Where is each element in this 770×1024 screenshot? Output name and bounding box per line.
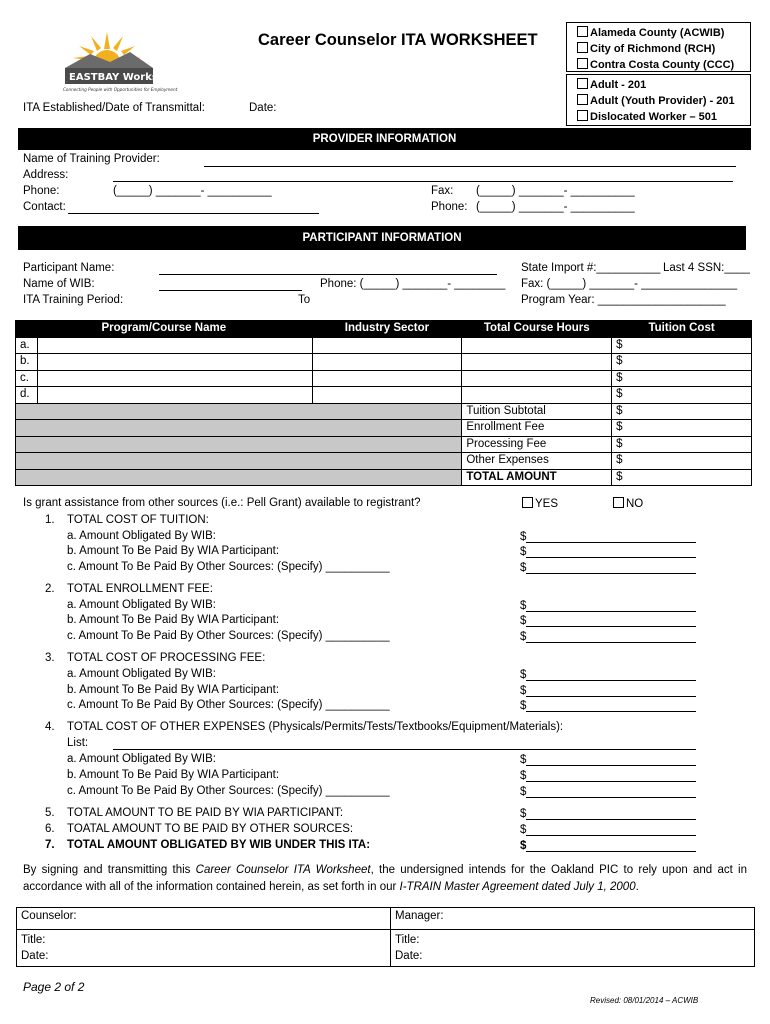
program-cell[interactable] <box>37 354 312 371</box>
header-program: Program/Course Name <box>16 321 313 338</box>
section-title: TOTAL COST OF TUITION: <box>67 514 209 526</box>
total-label: TOTAL AMOUNT TO BE PAID BY WIA PARTICIPANT: <box>67 807 344 819</box>
sub-item-c: c. Amount To Be Paid By Other Sources: (Specify) __________ <box>67 630 390 642</box>
section-number: 1. <box>45 514 55 526</box>
section-title: TOTAL COST OF PROCESSING FEE: <box>67 652 266 664</box>
total-label: TOATAL AMOUNT TO BE PAID BY OTHER SOURCES: <box>67 823 354 835</box>
counselor-title-date-cell[interactable]: Title: Date: <box>17 930 391 967</box>
sub-item-c: c. Amount To Be Paid By Other Sources: (Specify) __________ <box>67 699 390 711</box>
participant-name-field[interactable] <box>159 261 497 275</box>
table-row <box>16 354 752 371</box>
section-title: TOTAL COST OF OTHER EXPENSES (Physicals/Permits/Tests/Textbooks/Equipment/Materials): <box>67 721 564 733</box>
participant-header: PARTICIPANT INFORMATION <box>18 226 746 250</box>
county-option-rch[interactable]: City of Richmond (RCH) <box>577 41 750 57</box>
summary-value[interactable]: $ <box>612 420 752 437</box>
row-letter: c. <box>16 370 38 387</box>
course-table-header <box>16 321 752 338</box>
summary-label: Enrollment Fee <box>462 420 612 437</box>
amount-field[interactable]: $ <box>520 839 696 852</box>
hours-cell[interactable] <box>462 387 612 404</box>
tuition-cell[interactable]: $ <box>612 370 752 387</box>
yes-option[interactable]: YES <box>522 497 558 510</box>
summary-row <box>16 403 752 420</box>
industry-cell[interactable] <box>312 370 462 387</box>
training-period-label: ITA Training Period: <box>23 294 124 306</box>
provider-header: PROVIDER INFORMATION <box>18 128 751 150</box>
program-cell[interactable] <box>37 370 312 387</box>
row-letter: b. <box>16 354 38 371</box>
hours-cell[interactable] <box>462 354 612 371</box>
section-number: 4. <box>45 721 55 733</box>
shaded-cell <box>16 469 462 486</box>
to-label: To <box>298 294 311 306</box>
sub-item-b: b. Amount To Be Paid By WIA Participant: <box>67 769 280 781</box>
tuition-cell[interactable]: $ <box>612 337 752 354</box>
sub-item-a: a. Amount Obligated By WIB: <box>67 530 216 542</box>
grant-question: Is grant assistance from other sources (i.e.: Pell Grant) available to registrant? <box>23 497 421 509</box>
amount-field[interactable]: $ <box>520 753 696 766</box>
fax-label: Fax: <box>431 185 454 197</box>
contact-label: Contact: <box>23 201 66 213</box>
sub-item-a: a. Amount Obligated By WIB: <box>67 668 216 680</box>
checkbox[interactable] <box>577 58 588 69</box>
amount-field[interactable]: $ <box>520 823 696 836</box>
total-label: TOTAL AMOUNT OBLIGATED BY WIB UNDER THIS ITA: <box>67 839 371 851</box>
amount-field[interactable]: $ <box>520 807 696 820</box>
table-row <box>16 337 752 354</box>
checkbox[interactable] <box>577 94 588 105</box>
manager-title-date-cell[interactable]: Title: Date: <box>391 930 755 967</box>
provider-name-label: Name of Training Provider: <box>23 153 160 165</box>
industry-cell[interactable] <box>312 354 462 371</box>
summary-row <box>16 420 752 437</box>
summary-value[interactable]: $ <box>612 469 752 486</box>
signing-statement: By signing and transmitting this Career Counselor ITA Worksheet, the undersigned intends for the Oakland PIC to rely upon and act in accordance with all of the information contained herein, as set forth in our I-TRAIN Master Agreement dated July 1, 2000. <box>23 864 748 893</box>
hours-cell[interactable] <box>462 370 612 387</box>
ssn-field[interactable]: Last 4 SSN:____ <box>663 262 750 274</box>
amount-field[interactable]: $ <box>520 699 696 712</box>
summary-value[interactable]: $ <box>612 453 752 470</box>
amount-field[interactable]: $ <box>520 545 696 558</box>
signature-table <box>16 907 755 967</box>
header-industry: Industry Sector <box>312 321 462 338</box>
summary-label: TOTAL AMOUNT <box>462 469 612 486</box>
shaded-cell <box>16 453 462 470</box>
summary-row <box>16 436 752 453</box>
sub-item-b: b. Amount To Be Paid By WIA Participant: <box>67 614 280 626</box>
amount-field[interactable]: $ <box>520 614 696 627</box>
wib-label: Name of WIB: <box>23 278 95 290</box>
page-title: Career Counselor ITA WORKSHEET <box>258 31 538 49</box>
section-number: 3. <box>45 652 55 664</box>
summary-label: Tuition Subtotal <box>462 403 612 420</box>
checkbox[interactable] <box>577 26 588 37</box>
industry-cell[interactable] <box>312 387 462 404</box>
program-option-dislocated[interactable]: Dislocated Worker – 501 <box>577 109 750 125</box>
no-option[interactable]: NO <box>613 497 643 510</box>
summary-value[interactable]: $ <box>612 403 752 420</box>
wib-field[interactable] <box>159 277 302 291</box>
sub-item-a: a. Amount Obligated By WIB: <box>67 753 216 765</box>
counselor-cell[interactable]: Counselor: <box>17 908 391 930</box>
total-number: 6. <box>45 823 55 835</box>
industry-cell[interactable] <box>312 337 462 354</box>
sub-item-b: b. Amount To Be Paid By WIA Participant: <box>67 545 280 557</box>
checkbox[interactable] <box>522 497 533 508</box>
amount-field[interactable]: $ <box>520 785 696 798</box>
date-label: Date: <box>249 102 277 114</box>
phone2-field[interactable]: (_____) _______- __________ <box>476 201 635 213</box>
amount-field[interactable]: $ <box>520 561 696 574</box>
address-field[interactable] <box>113 168 733 182</box>
table-row <box>16 387 752 404</box>
participant-phone-field[interactable]: Phone: (_____) _______- ________ <box>320 278 506 290</box>
checkbox[interactable] <box>613 497 624 508</box>
section-number: 2. <box>45 583 55 595</box>
address-label: Address: <box>23 169 69 181</box>
county-option-ccc[interactable]: Contra Costa County (CCC) <box>577 57 750 73</box>
phone2-label: Phone: <box>431 201 468 213</box>
program-year-field[interactable]: Program Year: ____________________ <box>521 294 726 306</box>
program-cell[interactable] <box>37 387 312 404</box>
county-box <box>566 22 751 72</box>
fax-field[interactable]: (_____) _______- __________ <box>476 185 635 197</box>
program-cell[interactable] <box>37 337 312 354</box>
shaded-cell <box>16 436 462 453</box>
list-field[interactable] <box>113 736 696 750</box>
svg-text:EASTBAY Works: EASTBAY Works <box>69 72 158 83</box>
amount-field[interactable]: $ <box>520 630 696 643</box>
shaded-cell <box>16 403 462 420</box>
state-import-field[interactable]: State Import #:__________ <box>521 262 661 274</box>
amount-field[interactable]: $ <box>520 684 696 697</box>
manager-cell[interactable]: Manager: <box>391 908 755 930</box>
sub-item-c: c. Amount To Be Paid By Other Sources: (Specify) __________ <box>67 561 390 573</box>
contact-field[interactable] <box>68 200 319 214</box>
total-number: 5. <box>45 807 55 819</box>
revised-note: Revised: 08/01/2014 – ACWIB <box>590 996 699 1005</box>
table-row <box>16 370 752 387</box>
amount-field[interactable]: $ <box>520 668 696 681</box>
tuition-cell[interactable]: $ <box>612 387 752 404</box>
participant-name-label: Participant Name: <box>23 262 115 274</box>
program-box <box>566 74 751 126</box>
svg-text:Connecting People with Opportu: Connecting People with Opportunities for Employment <box>63 87 178 92</box>
amount-field[interactable]: $ <box>520 599 696 612</box>
summary-label: Processing Fee <box>462 436 612 453</box>
sub-item-b: b. Amount To Be Paid By WIA Participant: <box>67 684 280 696</box>
participant-fax-field[interactable]: Fax: (_____) _______- _______________ <box>521 278 738 290</box>
county-option-acwib[interactable]: Alameda County (ACWIB) <box>577 25 750 41</box>
row-letter: d. <box>16 387 38 404</box>
summary-label: Other Expenses <box>462 453 612 470</box>
phone-label: Phone: <box>23 185 60 197</box>
row-letter: a. <box>16 337 38 354</box>
amount-field[interactable]: $ <box>520 530 696 543</box>
ita-established-label: ITA Established/Date of Transmittal: <box>23 102 205 114</box>
summary-row <box>16 453 752 470</box>
hours-cell[interactable] <box>462 337 612 354</box>
page-number: Page 2 of 2 <box>23 980 85 994</box>
sub-item-c: c. Amount To Be Paid By Other Sources: (Specify) __________ <box>67 785 390 797</box>
checkbox[interactable] <box>577 42 588 53</box>
header-tuition: Tuition Cost <box>612 321 752 338</box>
amount-field[interactable]: $ <box>520 769 696 782</box>
provider-name-field[interactable] <box>204 153 736 167</box>
header-hours: Total Course Hours <box>462 321 612 338</box>
program-option-adult[interactable]: Adult - 201 <box>577 77 750 93</box>
summary-value[interactable]: $ <box>612 436 752 453</box>
sub-item-a: a. Amount Obligated By WIB: <box>67 599 216 611</box>
summary-row <box>16 469 752 486</box>
eastbay-works-logo <box>55 24 178 94</box>
phone-field[interactable]: (_____) _______- __________ <box>113 185 272 197</box>
checkbox[interactable] <box>577 110 588 121</box>
program-option-youth[interactable]: Adult (Youth Provider) - 201 <box>577 93 750 109</box>
total-number: 7. <box>45 839 55 851</box>
course-table <box>15 320 752 486</box>
checkbox[interactable] <box>577 78 588 89</box>
list-label: List: <box>67 737 89 749</box>
section-title: TOTAL ENROLLMENT FEE: <box>67 583 213 595</box>
tuition-cell[interactable]: $ <box>612 354 752 371</box>
shaded-cell <box>16 420 462 437</box>
